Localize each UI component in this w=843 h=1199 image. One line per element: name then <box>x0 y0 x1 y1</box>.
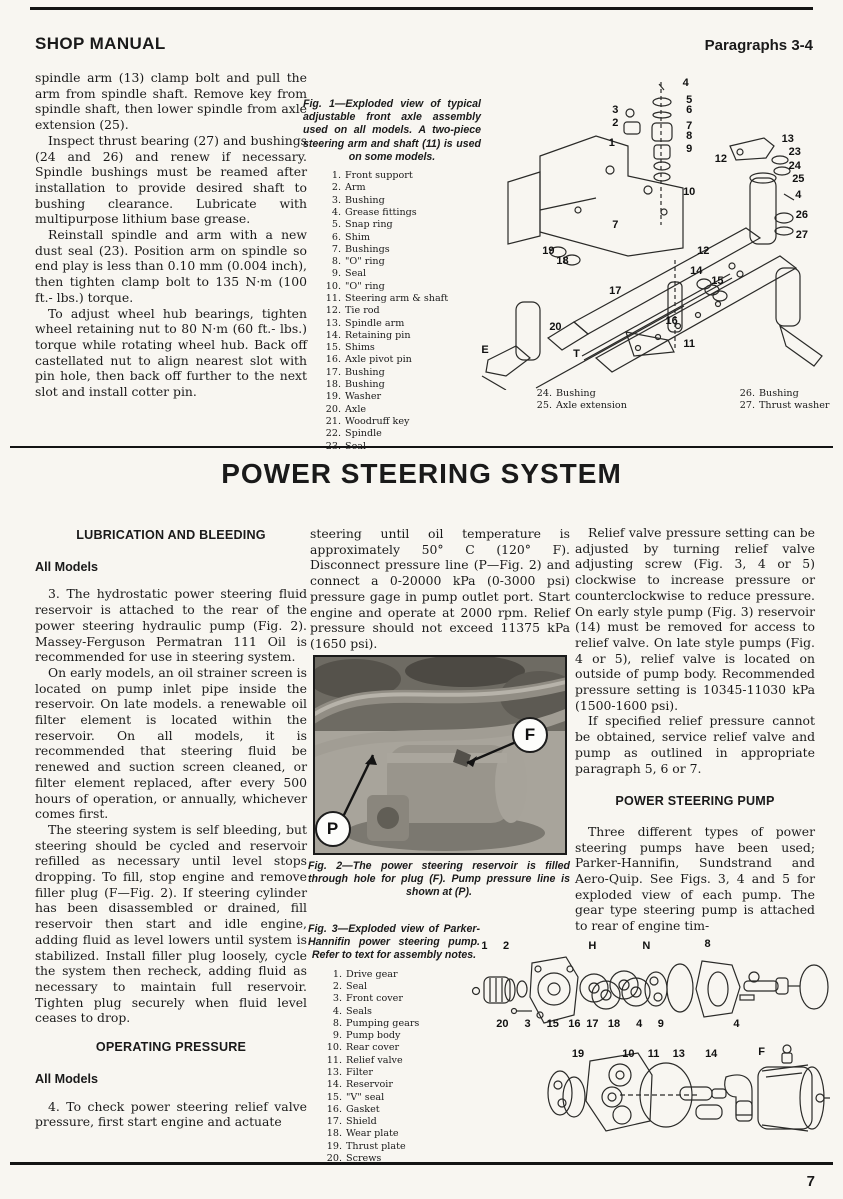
fig3-part: 10. Rear cover <box>326 1042 400 1054</box>
figure-callout: 10 <box>622 1048 635 1061</box>
figure-callout: 8 <box>704 937 711 950</box>
figure-callout: E <box>481 344 489 357</box>
figure-callout: 11 <box>647 1048 660 1061</box>
figure-callout: 20 <box>496 1017 509 1030</box>
fig1-part: 21. Woodruff key <box>325 415 410 427</box>
fig1-part: 1. Front support <box>331 170 413 182</box>
fig1-part: 8. "O" ring <box>331 256 385 268</box>
figure-callout: 15 <box>546 1017 559 1030</box>
fig3-part: 15. "V" seal <box>326 1091 385 1103</box>
fig1-part: 9. Seal <box>331 268 367 280</box>
fig1-caption: Fig. 1—Exploded view of typical adjustable front axle assembly used on all models. A two-piece steering arm and shaft (11) is used on some models. <box>303 98 481 163</box>
figure-callout: 15 <box>711 275 724 288</box>
fig1-part: 27. Thrust washer <box>739 400 830 412</box>
fig1-parts-list <box>303 170 481 453</box>
lubrication-heading: LUBRICATION AND BLEEDING <box>76 528 266 542</box>
figure-callout: 27 <box>795 228 808 241</box>
fig1-part: 13. Spindle arm <box>325 317 405 329</box>
figure-callout: 13 <box>781 133 794 146</box>
paragraph-3: 3. The hydrostatic power steering fluid reservoir is attached to the rear of the power steering hydraulic pump (Fig. 2). Massey-Ferguson Permatran 111 Oil is recommended for use in steering system. <box>35 586 307 665</box>
figure-callout: 19 <box>571 1048 585 1061</box>
paragraph-3c: The steering system is self bleeding, but steering should be cycled and reservoir refilled as necessary until level stops dropping. To fill, stop engine and remove filler plug (F—Fig. 2). If steering cylinder has been disassembled or drained, fill reservoir then start and idle engine, adding fluid as level lowers until system is stabilized. Install filler plug loosely, cycle the system then recheck, adding fluid as necessary to maintain full reservoir. Tighten plug securely when fluid level ceases to drop. <box>35 821 307 1026</box>
figure-callout: 25 <box>792 172 805 185</box>
intro-paragraph: spindle arm (13) clamp bolt and pull the arm from spindle shaft. Remove key from spindle shaft, then lower spindle from axle extension (25). <box>35 70 307 133</box>
fig1-part: 19. Washer <box>325 391 382 403</box>
figure-callout: 3 <box>524 1017 531 1030</box>
fig3-part: 9. Pump body <box>332 1030 401 1042</box>
figure-callout: 4 <box>636 1017 643 1030</box>
fig1-part: 6. Shim <box>331 231 370 243</box>
fig1-part: 4. Grease fittings <box>331 206 417 218</box>
section-title: POWER STEERING SYSTEM <box>221 458 622 489</box>
fig3-part: 3. Front cover <box>332 993 403 1005</box>
fig1-part: 15. Shims <box>325 342 375 354</box>
fig1-part: 3. Bushing <box>331 194 385 206</box>
fig3-part: 4. Seals <box>332 1005 372 1017</box>
figure-callout: 13 <box>672 1048 685 1061</box>
top-rule <box>30 7 813 10</box>
fig3-part: 2. Seal <box>332 980 368 992</box>
fig3-part: 18. Wear plate <box>326 1128 399 1140</box>
figure-callout: 18 <box>556 255 569 268</box>
fig1-part: 14. Retaining pin <box>325 329 411 341</box>
fig3-caption-block <box>308 923 480 1165</box>
figure-callout: 20 <box>549 321 562 334</box>
figure-callout: 8 <box>686 129 693 142</box>
figure-callout: 2 <box>612 116 619 129</box>
figure-callout: 4 <box>733 1017 740 1030</box>
fig1-part: 26. Bushing <box>739 388 799 399</box>
figure-callout: 17 <box>586 1017 599 1030</box>
figure-callout: F <box>758 1045 765 1058</box>
figure-callout: 1 <box>608 136 615 149</box>
fig3-part: 16. Gasket <box>326 1103 380 1115</box>
figure-callout: 2 <box>502 940 510 953</box>
figure-callout: 14 <box>705 1048 718 1061</box>
fig1-parts-bottom-right <box>733 388 843 413</box>
figure-callout: H <box>588 940 597 953</box>
page-number: 7 <box>806 1173 815 1190</box>
column-3 <box>575 525 815 934</box>
fig3-part: 11. Relief valve <box>326 1054 403 1066</box>
fig1-part: 18. Bushing <box>325 379 385 391</box>
running-head-left: SHOP MANUAL <box>35 34 166 53</box>
power-steering-pump-heading: POWER STEERING PUMP <box>615 794 775 809</box>
figure-callout: 14 <box>690 265 703 278</box>
fig3-parts-list <box>308 969 480 1166</box>
pump-exploded-drawing <box>470 925 830 1160</box>
all-models-label-1: All Models <box>35 559 98 574</box>
intro-paragraph: Inspect thrust bearing (27) and bushings (24 and 26) and renew if necessary. Spindle bushings must be reamed after installation to provide desired shaft to bushing clearance. Lubricate with multipurpose lithium base grease. <box>35 132 307 227</box>
fig2-caption: Fig. 2—The power steering reservoir is filled through hole for plug (F). Pump pressure line is shown at (P). <box>308 860 570 899</box>
figure-callout: 7 <box>612 219 619 231</box>
figure-callout: T <box>573 347 580 360</box>
relief-valve-paragraph-2: If specified relief pressure cannot be obtained, service relief valve and pump as outlined in appropriate paragraph 5, 6 or 7. <box>575 713 815 776</box>
figure-callout: 6 <box>686 103 693 116</box>
figure-callout: 1 <box>481 940 488 953</box>
fig1-part: 23. Seal <box>325 440 367 452</box>
fig1-part: 5. Snap ring <box>331 219 393 231</box>
fig1-part: 25. Axle extension <box>536 400 627 412</box>
figure-callout: 24 <box>788 159 801 172</box>
fig1-diagram <box>478 60 830 390</box>
figure-callout: 23 <box>788 146 801 159</box>
figure-callout: 26 <box>795 209 808 222</box>
fig1-part: 7. Bushings <box>331 243 390 255</box>
fig1-part: 20. Axle <box>325 403 367 415</box>
all-models-label-2: All Models <box>35 1071 98 1086</box>
fig1-part: 17. Bushing <box>325 366 385 378</box>
figure-callout: 9 <box>657 1017 664 1030</box>
fig1-part: 10. "O" ring <box>325 280 385 292</box>
paragraph-3b: On early models, an oil strainer screen is located on pump inlet pipe inside the reservoir. On late models. a renewable oil filter element is located within the reservoir. On all models, it is recommended that steering fluid be renewed and suction screen cleaned, or filter element replaced, after every 500 hours of operation, or annually, whichever comes first. <box>35 664 307 822</box>
fig3-part: 14. Reservoir <box>326 1079 393 1091</box>
figure-callout: 19 <box>542 245 555 258</box>
figure-callout: 3 <box>612 103 619 116</box>
figure-callout: 16 <box>665 314 678 327</box>
figure-callout: 12 <box>697 245 710 258</box>
fig1-part: 11. Steering arm & shaft <box>325 292 449 304</box>
figure-callout: 4 <box>682 77 689 90</box>
fig1-part: 24. Bushing <box>536 388 596 399</box>
pump-types-paragraph: Three different types of power steering pumps have been used; Parker-Hannifin, Sundstrand and Aero-Quip. See Figs. 3, 4 and 5 for exploded view of each pump. The gear type steering pump is attached to rear of engine tim- <box>575 823 815 934</box>
paragraph-4: 4. To check power steering relief valve pressure, first start engine and actuate <box>35 1098 307 1130</box>
figure-callout: 9 <box>686 143 693 156</box>
fig1-parts-bottom-left <box>530 388 650 413</box>
figure-callout: 5 <box>686 93 693 106</box>
fig3-part: 13. Filter <box>326 1066 373 1078</box>
figure-callout: F <box>512 717 548 753</box>
figure-callout: 16 <box>568 1017 581 1030</box>
fig3-caption: Fig. 3—Exploded view of Parker-Hannifin power steering pump. Refer to text for assembly notes. <box>308 923 480 962</box>
column-1 <box>35 528 307 1130</box>
fig3-diagram <box>470 925 830 1160</box>
fig1-part: 16. Axle pivot pin <box>325 354 412 366</box>
paragraph-4-continued: steering until oil temperature is approximately 50° C (120° F). Disconnect pressure line (P—Fig. 2) and connect a 0-20000 kPa (0-3000 psi) pressure gage in pump outlet port. Start engine and operate at 2000 rpm. Relief pressure should not exceed 11375 kPa (1650 psi). <box>310 526 570 651</box>
figure-callout: 4 <box>795 189 802 202</box>
operating-pressure-heading: OPERATING PRESSURE <box>95 1040 247 1055</box>
running-head-right: Paragraphs 3-4 <box>704 37 813 54</box>
reservoir-photo-art <box>315 657 565 853</box>
figure-callout: 12 <box>714 153 727 165</box>
figure-callout: 17 <box>609 285 622 297</box>
fig3-part: 1. Drive gear <box>332 968 398 980</box>
front-axle-exploded-drawing <box>478 60 830 390</box>
fig2-photo <box>313 655 567 855</box>
fig1-part: 22. Spindle <box>325 428 382 440</box>
figure-callout: N <box>642 940 651 953</box>
figure-callout: 10 <box>683 186 696 198</box>
fig1-part: 12. Tie rod <box>325 305 380 317</box>
figure-callout: P <box>315 811 351 847</box>
figure-callout: 11 <box>683 337 696 350</box>
fig3-part: 17. Shield <box>326 1116 377 1128</box>
intro-column <box>35 70 307 400</box>
fig3-part: 19. Thrust plate <box>326 1140 406 1152</box>
intro-paragraph: To adjust wheel hub bearings, tighten wheel retaining nut to 80 N·m (60 ft.- lbs.) torque while rotating wheel hub. Back off castellated nut to align nearest slot with pin hole, then back off further to the next slot and install cotter pin. <box>35 305 307 400</box>
relief-valve-paragraph: Relief valve pressure setting can be adjusted by turning relief valve adjusting screw (Fig. 3, 4 or 5) clockwise to increase pressure or counterclockwise to reduce pressure. On early style pump (Fig. 3) reservoir (14) must be removed for access to relief valve. On late style pumps (Fig. 4 or 5), relief valve is located on outside of pump body. Recommended pressure setting is 10345-11030 kPa (1500-1600 psi). <box>575 525 815 713</box>
fig3-part: 20. Screws <box>326 1153 382 1165</box>
intro-paragraph: Reinstall spindle and arm with a new dust seal (23). Position arm on spindle so end play is less than 0.10 mm (0.004 inch), then tighten clamp bolt to 135 N·m (100 ft.- lbs.) torque. <box>35 227 307 305</box>
fig1-part: 2. Arm <box>331 182 366 194</box>
figure-callout: 18 <box>607 1017 621 1030</box>
figure-callout: 7 <box>686 120 693 132</box>
column-2-text <box>310 526 570 652</box>
fig1-caption-block <box>303 98 481 453</box>
fig3-part: 8. Pumping gears <box>332 1017 420 1029</box>
